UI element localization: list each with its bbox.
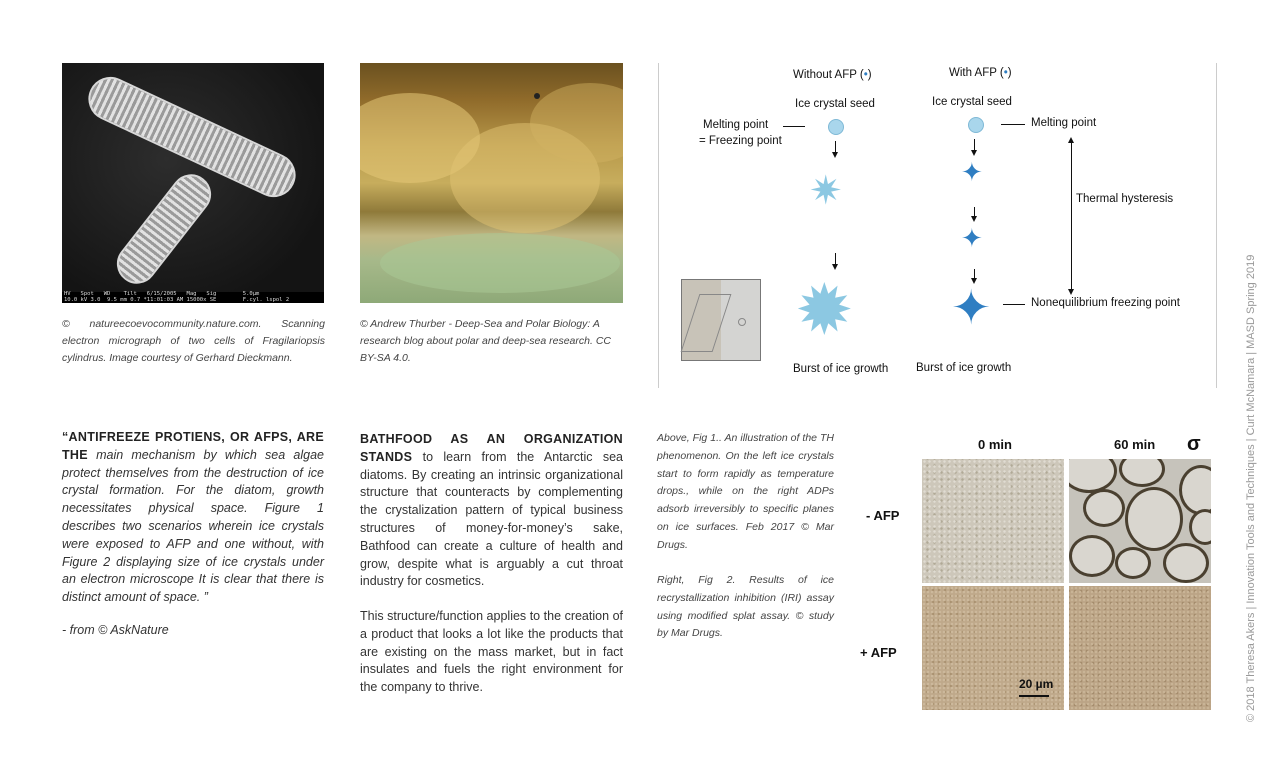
sem-scale-bar: HV Spot WD Tilt 6/15/2005 Mag Sig 5.0µm 10.0 kV 3.0 9.5 mm 0.7 *11:01:03 AM 15000x SE F.cyl. lspol 2 bbox=[62, 292, 324, 303]
afp-crystal-icon-2: ✦ bbox=[961, 223, 983, 253]
fig1-caption: Above, Fig 1.. An illustration of the TH phenomenon. On the left ice crystals start to form rapidly as temperature drops., while on the right ADPs adsorb irreversibly to specific planes on ice surfaces. Feb 2017 © Mar Drugs. bbox=[657, 432, 834, 551]
cell-plus-afp-60min bbox=[1069, 586, 1211, 710]
cell-minus-afp-0min bbox=[922, 459, 1064, 583]
melting-point-left: Melting point bbox=[703, 119, 769, 131]
iri-assay-figure bbox=[857, 432, 1215, 714]
sem-caption: © natureecoevocommunity.nature.com. Scanning electron micrograph of two cells of Fragilariopsis cylindrus. Image courtesy of Gerhard Dieckmann. bbox=[62, 318, 325, 364]
scale-bar-label: 20 µm bbox=[1019, 677, 1054, 691]
burst-label-left: Burst of ice growth bbox=[793, 363, 889, 375]
row-label-plus-afp: + AFP bbox=[860, 645, 897, 660]
ice-crystal-medium-icon: ✷ bbox=[809, 169, 843, 213]
col-label-0min: 0 min bbox=[978, 437, 1012, 452]
cell-plus-afp-0min bbox=[922, 586, 1064, 710]
afp-crystal-icon-1: ✦ bbox=[961, 157, 983, 187]
seed-label-right: Ice crystal seed bbox=[932, 96, 1012, 108]
freezing-point-label: = Freezing point bbox=[699, 135, 782, 147]
ice-seed-left bbox=[828, 119, 844, 135]
scale-bar bbox=[1019, 695, 1049, 697]
sea-ice-photo bbox=[360, 63, 623, 303]
col-label-60min: 60 min bbox=[1114, 437, 1156, 452]
afp-crystal-icon-3: ✦ bbox=[951, 282, 992, 335]
inset-micrograph bbox=[681, 279, 761, 361]
nonequilibrium-label: Nonequilibrium freezing point bbox=[1031, 297, 1180, 309]
diatom-cell-short bbox=[109, 166, 219, 291]
seed-label-left: Ice crystal seed bbox=[795, 98, 875, 110]
sem-micrograph-image bbox=[62, 63, 324, 303]
bathfood-paragraph-1: BATHFOOD AS AN ORGANIZATION STANDS to learn from the Antarctic sea diatoms. By creating an intrinsic organizational structure that counteracts by complementing the crystalization pattern of typical business structures of money-for-money’s sake, Bathfood can create a culture of health and grow, despite what is arguably a cut throat industry for cosmetics. bbox=[360, 432, 623, 589]
row-label-minus-afp: - AFP bbox=[866, 508, 900, 523]
burst-label-right: Burst of ice growth bbox=[916, 362, 1012, 374]
with-afp-heading: With AFP (•) bbox=[949, 67, 1012, 79]
afp-diagram bbox=[658, 63, 1217, 388]
logo-icon: σ bbox=[1187, 433, 1201, 455]
melting-point-right: Melting point bbox=[1031, 117, 1097, 129]
without-afp-heading: Without AFP (•) bbox=[793, 69, 872, 81]
quote-source: - from © AskNature bbox=[62, 623, 169, 637]
fig2-caption: Right, Fig 2. Results of ice recrystallization inhibition (IRI) assay using modified splat assay. © study by Mar Drugs. bbox=[657, 574, 834, 640]
askanture-quote: “ANTIFREEZE PROTIENS, OR AFPS, ARE THE main mechanism by which sea algae protect themselves from the destruction of ice crystal formation. For the diatom, growth necessitates physical space. Figure 1 describes two scenarios wherein ice crystals were exposed to AFP and one without, with Figure 2 displaying size of ice crystals under an electron microscope It is clear that there is distinct amount of space. ” bbox=[62, 430, 324, 605]
bathfood-paragraph-2: This structure/function applies to the creation of a product that looks a lot like the products that are existing on the mass market, but in fact insulates and fuels the right environment for the company to thrive. bbox=[360, 609, 623, 695]
ice-crystal-burst-icon: ✹ bbox=[795, 271, 854, 349]
credit-sidebar: © 2018 Theresa Akers | Innovation Tools and Techniques | Curt McNamara | MASD Spring 2019 bbox=[1245, 254, 1257, 722]
ice-caption: © Andrew Thurber - Deep-Sea and Polar Biology: A research blog about polar and deep-sea research. CC BY-SA 4.0. bbox=[360, 318, 611, 364]
cell-minus-afp-60min bbox=[1069, 459, 1211, 583]
thermal-hysteresis-label: Thermal hysteresis bbox=[1076, 193, 1174, 205]
ice-seed-right bbox=[968, 117, 984, 133]
